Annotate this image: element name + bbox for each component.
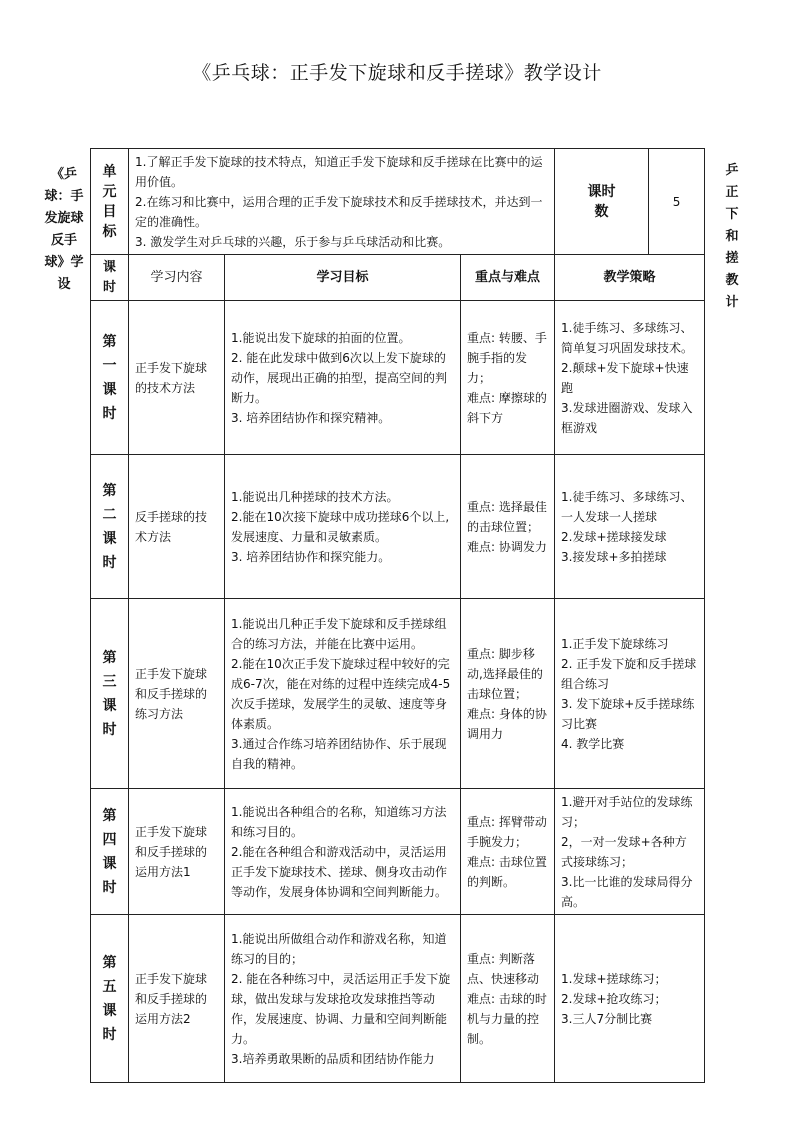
lesson-row	[91, 789, 705, 915]
objective-item: 2.能在10次正手发下旋球过程中较好的完成6-7次，能在对练的过程中连续完成4-5次反手搓球，发展学生的灵敏、速度等身体素质。	[231, 656, 451, 731]
strategy-item: 1.避开对手站位的发球练习；	[561, 794, 693, 829]
strategy-item: 1.发球+搓球练习；	[561, 971, 667, 986]
lesson-row	[91, 301, 705, 455]
focus-item: 重点: 转腰、手腕手指的发力；	[467, 330, 547, 385]
objective-item: 1.能说出发下旋球的拍面的位置。	[231, 330, 411, 345]
lesson-number: 第五课时	[91, 915, 129, 1083]
header-objective: 学习目标	[225, 255, 461, 301]
focus-item: 难点: 协调发力	[467, 539, 547, 554]
document-title: 《乒乓球：正手发下旋球和反手搓球》教学设计	[192, 62, 602, 84]
lesson-strategies	[555, 455, 705, 599]
side-note-right: 乒正下和搓教计	[725, 163, 739, 310]
strategy-item: 3. 发下旋球+反手搓球练习比赛	[561, 696, 695, 731]
header-focus: 重点与难点	[461, 255, 555, 301]
focus-item: 难点: 击球位置的判断。	[467, 854, 547, 889]
lesson-objectives	[225, 915, 461, 1083]
lesson-focus	[461, 301, 555, 455]
focus-item: 重点: 选择最佳的击球位置；	[467, 499, 547, 534]
strategy-item: 2，一对一发球+各种方式接球练习；	[561, 834, 687, 869]
focus-item: 难点: 身体的协调用力	[467, 706, 547, 741]
unit-goal-item: 3. 激发学生对乒乓球的兴趣，乐于参与乒乓球活动和比赛。	[135, 234, 451, 249]
lesson-objectives	[225, 455, 461, 599]
lesson-content: 正手发下旋球和反手搓球的运用方法2	[129, 915, 225, 1083]
lesson-strategies	[555, 301, 705, 455]
strategy-item: 3.比一比谁的发球局得分高。	[561, 874, 693, 909]
lesson-content: 正手发下旋球和反手搓球的练习方法	[129, 599, 225, 789]
lesson-number: 第三课时	[91, 599, 129, 789]
hours-value: 5	[649, 149, 705, 255]
header-row	[91, 255, 705, 301]
objective-item: 1.能说出几种搓球的技术方法。	[231, 489, 399, 504]
lesson-objectives	[225, 789, 461, 915]
unit-goal-label: 单元目标	[91, 149, 129, 255]
strategy-item: 4. 教学比赛	[561, 736, 625, 751]
objective-item: 3.通过合作练习培养团结协作、乐于展现自我的精神。	[231, 736, 447, 771]
lesson-focus	[461, 789, 555, 915]
lesson-objectives	[225, 301, 461, 455]
objective-item: 3. 培养团结协作和探究精神。	[231, 410, 391, 425]
unit-goal-item: 1.了解正手发下旋球的技术特点，知道正手发下旋球和反手搓球在比赛中的运用价值。	[135, 154, 543, 189]
header-strategy: 教学策略	[555, 255, 705, 301]
lesson-plan-table	[90, 148, 705, 1083]
focus-item: 重点: 挥臂带动手腕发力；	[467, 814, 547, 849]
lesson-strategies	[555, 599, 705, 789]
lesson-row	[91, 915, 705, 1083]
header-content: 学习内容	[129, 255, 225, 301]
lesson-content: 正手发下旋球的技术方法	[129, 301, 225, 455]
objective-item: 2.能在各种组合和游戏活动中，灵活运用正手发下旋球技术、搓球、侧身攻击动作等动作，发展身体协调和空间判断能力。	[231, 844, 448, 899]
lesson-focus	[461, 455, 555, 599]
unit-goal-list	[129, 149, 555, 255]
objective-item: 2.能在10次接下旋球中成功搓球6个以上,发展速度、力量和灵敏素质。	[231, 509, 450, 544]
objective-item: 1.能说出几种正手发下旋球和反手搓球组合的练习方法，并能在比赛中运用。	[231, 616, 447, 651]
objective-item: 3. 培养团结协作和探究能力。	[231, 549, 391, 564]
strategy-item: 2.颠球+发下旋球+快速跑	[561, 360, 689, 395]
lesson-content: 正手发下旋球和反手搓球的运用方法1	[129, 789, 225, 915]
strategy-item: 1.徒手练习、多球练习、简单复习巩固发球技术。	[561, 320, 694, 355]
lesson-objectives	[225, 599, 461, 789]
focus-item: 难点: 击球的时机与力量的控制。	[467, 991, 547, 1046]
strategy-item: 2.发球+抢攻练习；	[561, 991, 667, 1006]
strategy-item: 3.接发球+多拍搓球	[561, 549, 667, 564]
side-note-left: 《乒球：手发旋球反手球》学设	[44, 167, 84, 292]
strategy-item: 3.发球进圈游戏、发球入框游戏	[561, 400, 693, 435]
focus-item: 重点: 脚步移动,选择最佳的击球位置；	[467, 646, 543, 701]
unit-goal-row	[91, 149, 705, 255]
lesson-row	[91, 455, 705, 599]
lesson-strategies	[555, 915, 705, 1083]
strategy-item: 2.发球+搓球接发球	[561, 529, 667, 544]
lesson-content: 反手搓球的技术方法	[129, 455, 225, 599]
strategy-item: 1.徒手练习、多球练习、一人发球一人搓球	[561, 489, 693, 524]
strategy-item: 3.三人7分制比赛	[561, 1011, 653, 1026]
focus-item: 重点: 判断落点、快速移动	[467, 951, 540, 986]
lesson-focus	[461, 915, 555, 1083]
lesson-number: 第四课时	[91, 789, 129, 915]
strategy-item: 1.正手发下旋球练习	[561, 636, 669, 651]
lesson-focus	[461, 599, 555, 789]
lesson-row	[91, 599, 705, 789]
lesson-strategies	[555, 789, 705, 915]
lesson-number: 第二课时	[91, 455, 129, 599]
objective-item: 3.培养勇敢果断的品质和团结协作能力	[231, 1051, 435, 1066]
objective-item: 1.能说出各种组合的名称，知道练习方法和练习目的。	[231, 804, 447, 839]
hours-label: 课时数	[555, 149, 649, 255]
unit-goal-item: 2.在练习和比赛中，运用合理的正手发下旋球技术和反手搓球技术，并达到一定的准确性。	[135, 194, 543, 229]
focus-item: 难点: 摩擦球的斜下方	[467, 390, 547, 425]
objective-item: 2. 能在各种练习中，灵活运用正手发下旋球，做出发球与发球抢攻发球推挡等动作，发展速度、协调、力量和空间判断能力。	[231, 971, 451, 1046]
lesson-number: 第一课时	[91, 301, 129, 455]
objective-item: 1.能说出所做组合动作和游戏名称，知道练习的目的；	[231, 931, 447, 966]
objective-item: 2. 能在此发球中做到6次以上发下旋球的动作，展现出正确的拍型，提高空间的判断力。	[231, 350, 448, 405]
header-lesson: 课时	[91, 255, 129, 301]
strategy-item: 2. 正手发下旋和反手搓球组合练习	[561, 656, 697, 691]
